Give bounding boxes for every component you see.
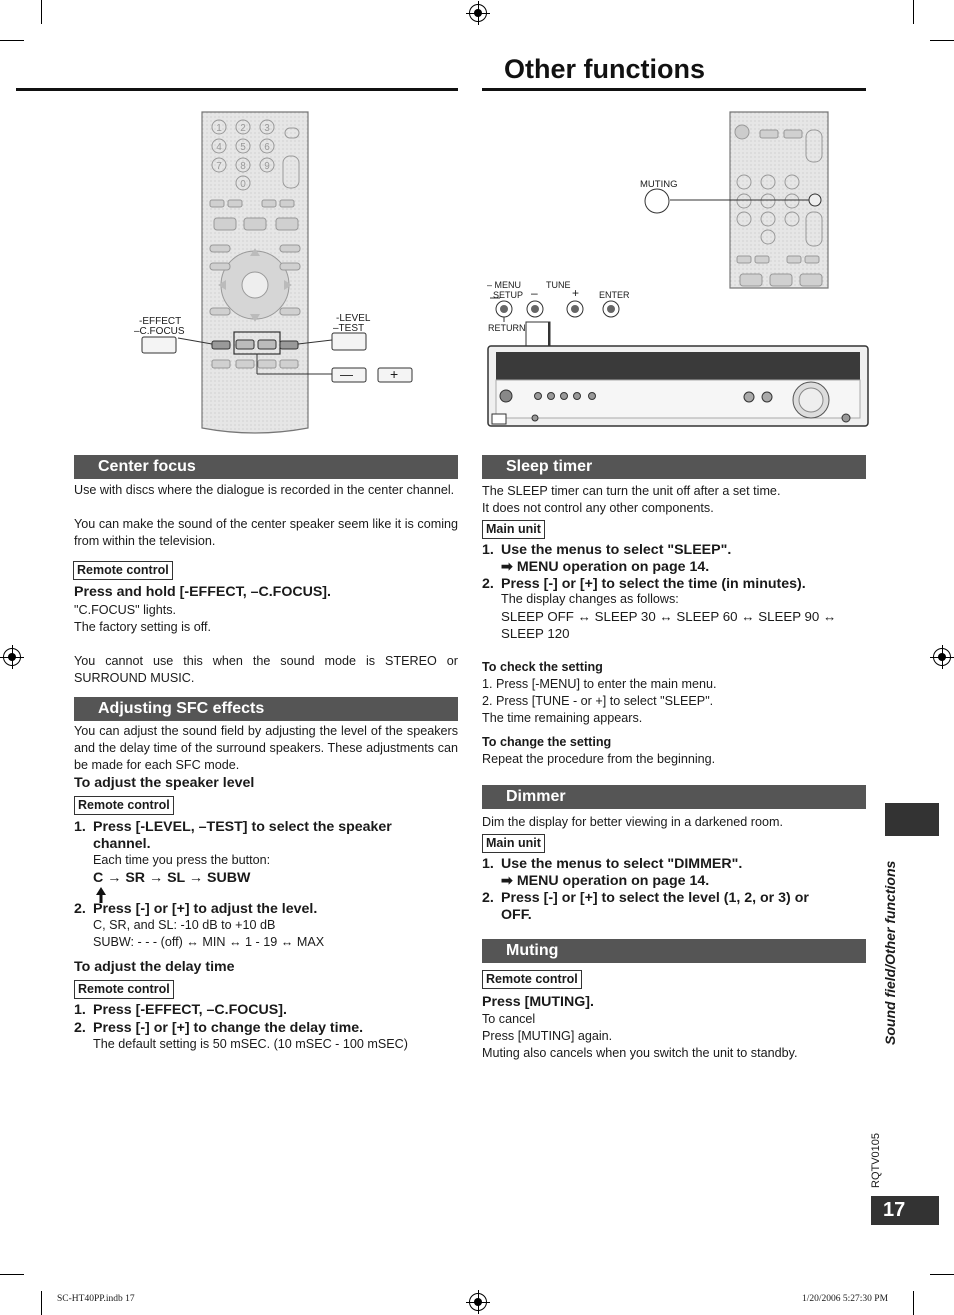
digit-label: 7 [216, 161, 222, 172]
minus-button-glyph: — [340, 367, 353, 382]
step-text: Press [-EFFECT, –C.FOCUS]. [93, 1002, 287, 1018]
sfc-delay-step1 [74, 1002, 458, 1019]
page-number: 17 [871, 1196, 939, 1225]
sfc-step2-note1: C, SR, and SL: -10 dB to +10 dB [93, 918, 276, 932]
step-number: 2. [482, 576, 494, 592]
muting-note1: To cancel [482, 1012, 536, 1026]
sfc-sub-speaker-level: To adjust the speaker level [74, 775, 255, 791]
muting-instruction: Press [MUTING]. [482, 994, 594, 1010]
sfc-tag2: Remote control [74, 980, 174, 999]
crop-mark [913, 1291, 914, 1315]
digit-label: 6 [264, 142, 270, 153]
sleep-check3: The time remaining appears. [482, 711, 643, 725]
sfc-delay-step2-note: The default setting is 50 mSEC. (10 mSEC - 100 mSEC) [93, 1037, 408, 1051]
step-number: 1. [74, 1002, 86, 1018]
center-focus-heading: Center focus [74, 455, 458, 479]
sfc-para: You can adjust the sound field by adjusting the level of the speakers and the delay time of the surround speakers. These adjustments can be made for each SFC mode. [74, 724, 458, 772]
crop-mark [41, 0, 42, 24]
center-focus-tag: Remote control [73, 561, 173, 580]
step-text: ➡ MENU operation on page 14. [501, 559, 710, 575]
page-title: Other functions [504, 54, 705, 84]
effect-label-line2: –C.FOCUS [134, 326, 185, 337]
registration-mark-icon [3, 648, 21, 666]
title-rule-left [16, 88, 458, 91]
effect-label-line1: -EFFECT [139, 316, 182, 327]
menu-label-line2: SETUP [493, 290, 524, 300]
crop-mark [930, 40, 954, 41]
crop-mark [0, 40, 24, 41]
sleep-check-head: To check the setting [482, 660, 603, 674]
digit-label: 0 [240, 179, 246, 190]
digit-label: 8 [240, 161, 246, 172]
sleep-check1: 1. Press [-MENU] to enter the main menu. [482, 677, 717, 691]
registration-mark-icon [469, 4, 487, 22]
step-text: Press [-] or [+] to select the level (1, 2, or 3) or OFF. [501, 890, 809, 923]
center-focus-note3: You cannot use this when the sound mode is STEREO or SURROUND MUSIC. [74, 654, 458, 685]
crop-mark [0, 1274, 24, 1275]
center-focus-para1: Use with discs where the dialogue is recorded in the center channel. [74, 483, 455, 497]
muting-heading: Muting [482, 939, 866, 963]
crop-mark [41, 1291, 42, 1315]
digit-label: 2 [240, 123, 246, 134]
sfc-step2 [74, 901, 458, 918]
digit-label: 3 [264, 123, 270, 134]
tune-plus-glyph: + [572, 286, 580, 300]
dimmer-tag: Main unit [482, 834, 545, 853]
dimmer-step2 [482, 890, 866, 924]
sleep-check2: 2. Press [TUNE - or +] to select "SLEEP". [482, 694, 714, 708]
level-label-line2: –TEST [333, 323, 365, 334]
sleep-tag: Main unit [482, 520, 545, 539]
sfc-sequence: C → SR → SL → SUBW [93, 870, 251, 886]
muting-tag: Remote control [482, 970, 582, 989]
footer-file: SC-HT40PP.indb 17 [57, 1294, 135, 1304]
sfc-step1-note: Each time you press the button: [93, 853, 271, 867]
sleep-change1: Repeat the procedure from the beginning. [482, 752, 716, 766]
registration-mark-icon [933, 648, 951, 666]
sleep-sequence2: SLEEP 120 [501, 626, 570, 641]
menu-label-line1: – MENU [487, 280, 522, 290]
sleep-step2-note: The display changes as follows: [501, 592, 679, 606]
muting-label: MUTING [640, 179, 678, 190]
center-focus-instruction: Press and hold [-EFFECT, –C.FOCUS]. [74, 584, 331, 600]
center-focus-note2: The factory setting is off. [74, 620, 211, 634]
sfc-step1 [74, 819, 458, 853]
tune-label: TUNE [546, 280, 571, 290]
dimmer-para: Dim the display for better viewing in a darkened room. [482, 815, 783, 829]
sleep-change-head: To change the setting [482, 735, 612, 749]
sfc-delay-step2 [74, 1020, 458, 1037]
step-text: Press [-] or [+] to adjust the level. [93, 901, 318, 917]
sfc-sub-delay-time: To adjust the delay time [74, 959, 235, 975]
level-label-line1: -LEVEL [336, 313, 371, 324]
crop-mark [913, 0, 914, 24]
side-tab-marker [885, 803, 939, 836]
document-code: RQTV0105 [870, 1132, 882, 1188]
digit-label: 5 [240, 142, 246, 153]
tune-minus-glyph: – [531, 286, 538, 300]
sleep-heading: Sleep timer [482, 455, 866, 479]
step-number: 2. [74, 1020, 86, 1036]
plus-button-glyph: + [390, 366, 399, 382]
step-text: Use the menus to select "DIMMER". [501, 856, 743, 872]
registration-mark-icon [469, 1293, 487, 1311]
sfc-step2-note2: SUBW: - - - (off) ↔ MIN ↔ 1 - 19 ↔ MAX [93, 935, 325, 949]
step-text: ➡ MENU operation on page 14. [501, 873, 710, 889]
step-number: 2. [482, 890, 494, 906]
step-text: Press [-] or [+] to change the delay time. [93, 1020, 364, 1036]
sleep-step1 [482, 542, 866, 576]
sleep-sequence1: SLEEP OFF ↔ SLEEP 30 ↔ SLEEP 60 ↔ SLEEP 90 ↔ [501, 609, 837, 624]
main-unit-figure [482, 108, 872, 438]
title-rule-right [482, 88, 866, 91]
step-number: 1. [74, 819, 86, 835]
digit-label: 4 [216, 142, 222, 153]
crop-mark [930, 1274, 954, 1275]
center-focus-para2: You can make the sound of the center speaker seem like it is coming from within the television. [74, 517, 458, 548]
enter-label: ENTER [599, 290, 630, 300]
return-label: RETURN [488, 323, 526, 333]
step-number: 2. [74, 901, 86, 917]
muting-note3: Muting also cancels when you switch the unit to standby. [482, 1046, 798, 1060]
sleep-para1: The SLEEP timer can turn the unit off after a set time. [482, 484, 781, 498]
side-tab-text: Sound field/Other functions [882, 860, 898, 1045]
sfc-heading: Adjusting SFC effects [74, 697, 458, 721]
step-text: Press [-] or [+] to select the time (in minutes). [501, 576, 806, 592]
step-number: 1. [482, 856, 494, 872]
step-text: Use the menus to select "SLEEP". [501, 542, 732, 558]
remote-control-figure [130, 108, 430, 438]
sfc-tag1: Remote control [74, 796, 174, 815]
step-number: 1. [482, 542, 494, 558]
center-focus-note1: "C.FOCUS" lights. [74, 603, 177, 617]
digit-label: 9 [264, 161, 270, 172]
dimmer-heading: Dimmer [482, 785, 866, 809]
dimmer-step1 [482, 856, 866, 890]
step-text: Press [-LEVEL, –TEST] to select the speaker channel. [93, 819, 392, 852]
muting-note2: Press [MUTING] again. [482, 1029, 613, 1043]
digit-label: 1 [216, 123, 222, 134]
sleep-para2: It does not control any other components. [482, 501, 714, 515]
footer-date: 1/20/2006 5:27:30 PM [802, 1294, 889, 1304]
